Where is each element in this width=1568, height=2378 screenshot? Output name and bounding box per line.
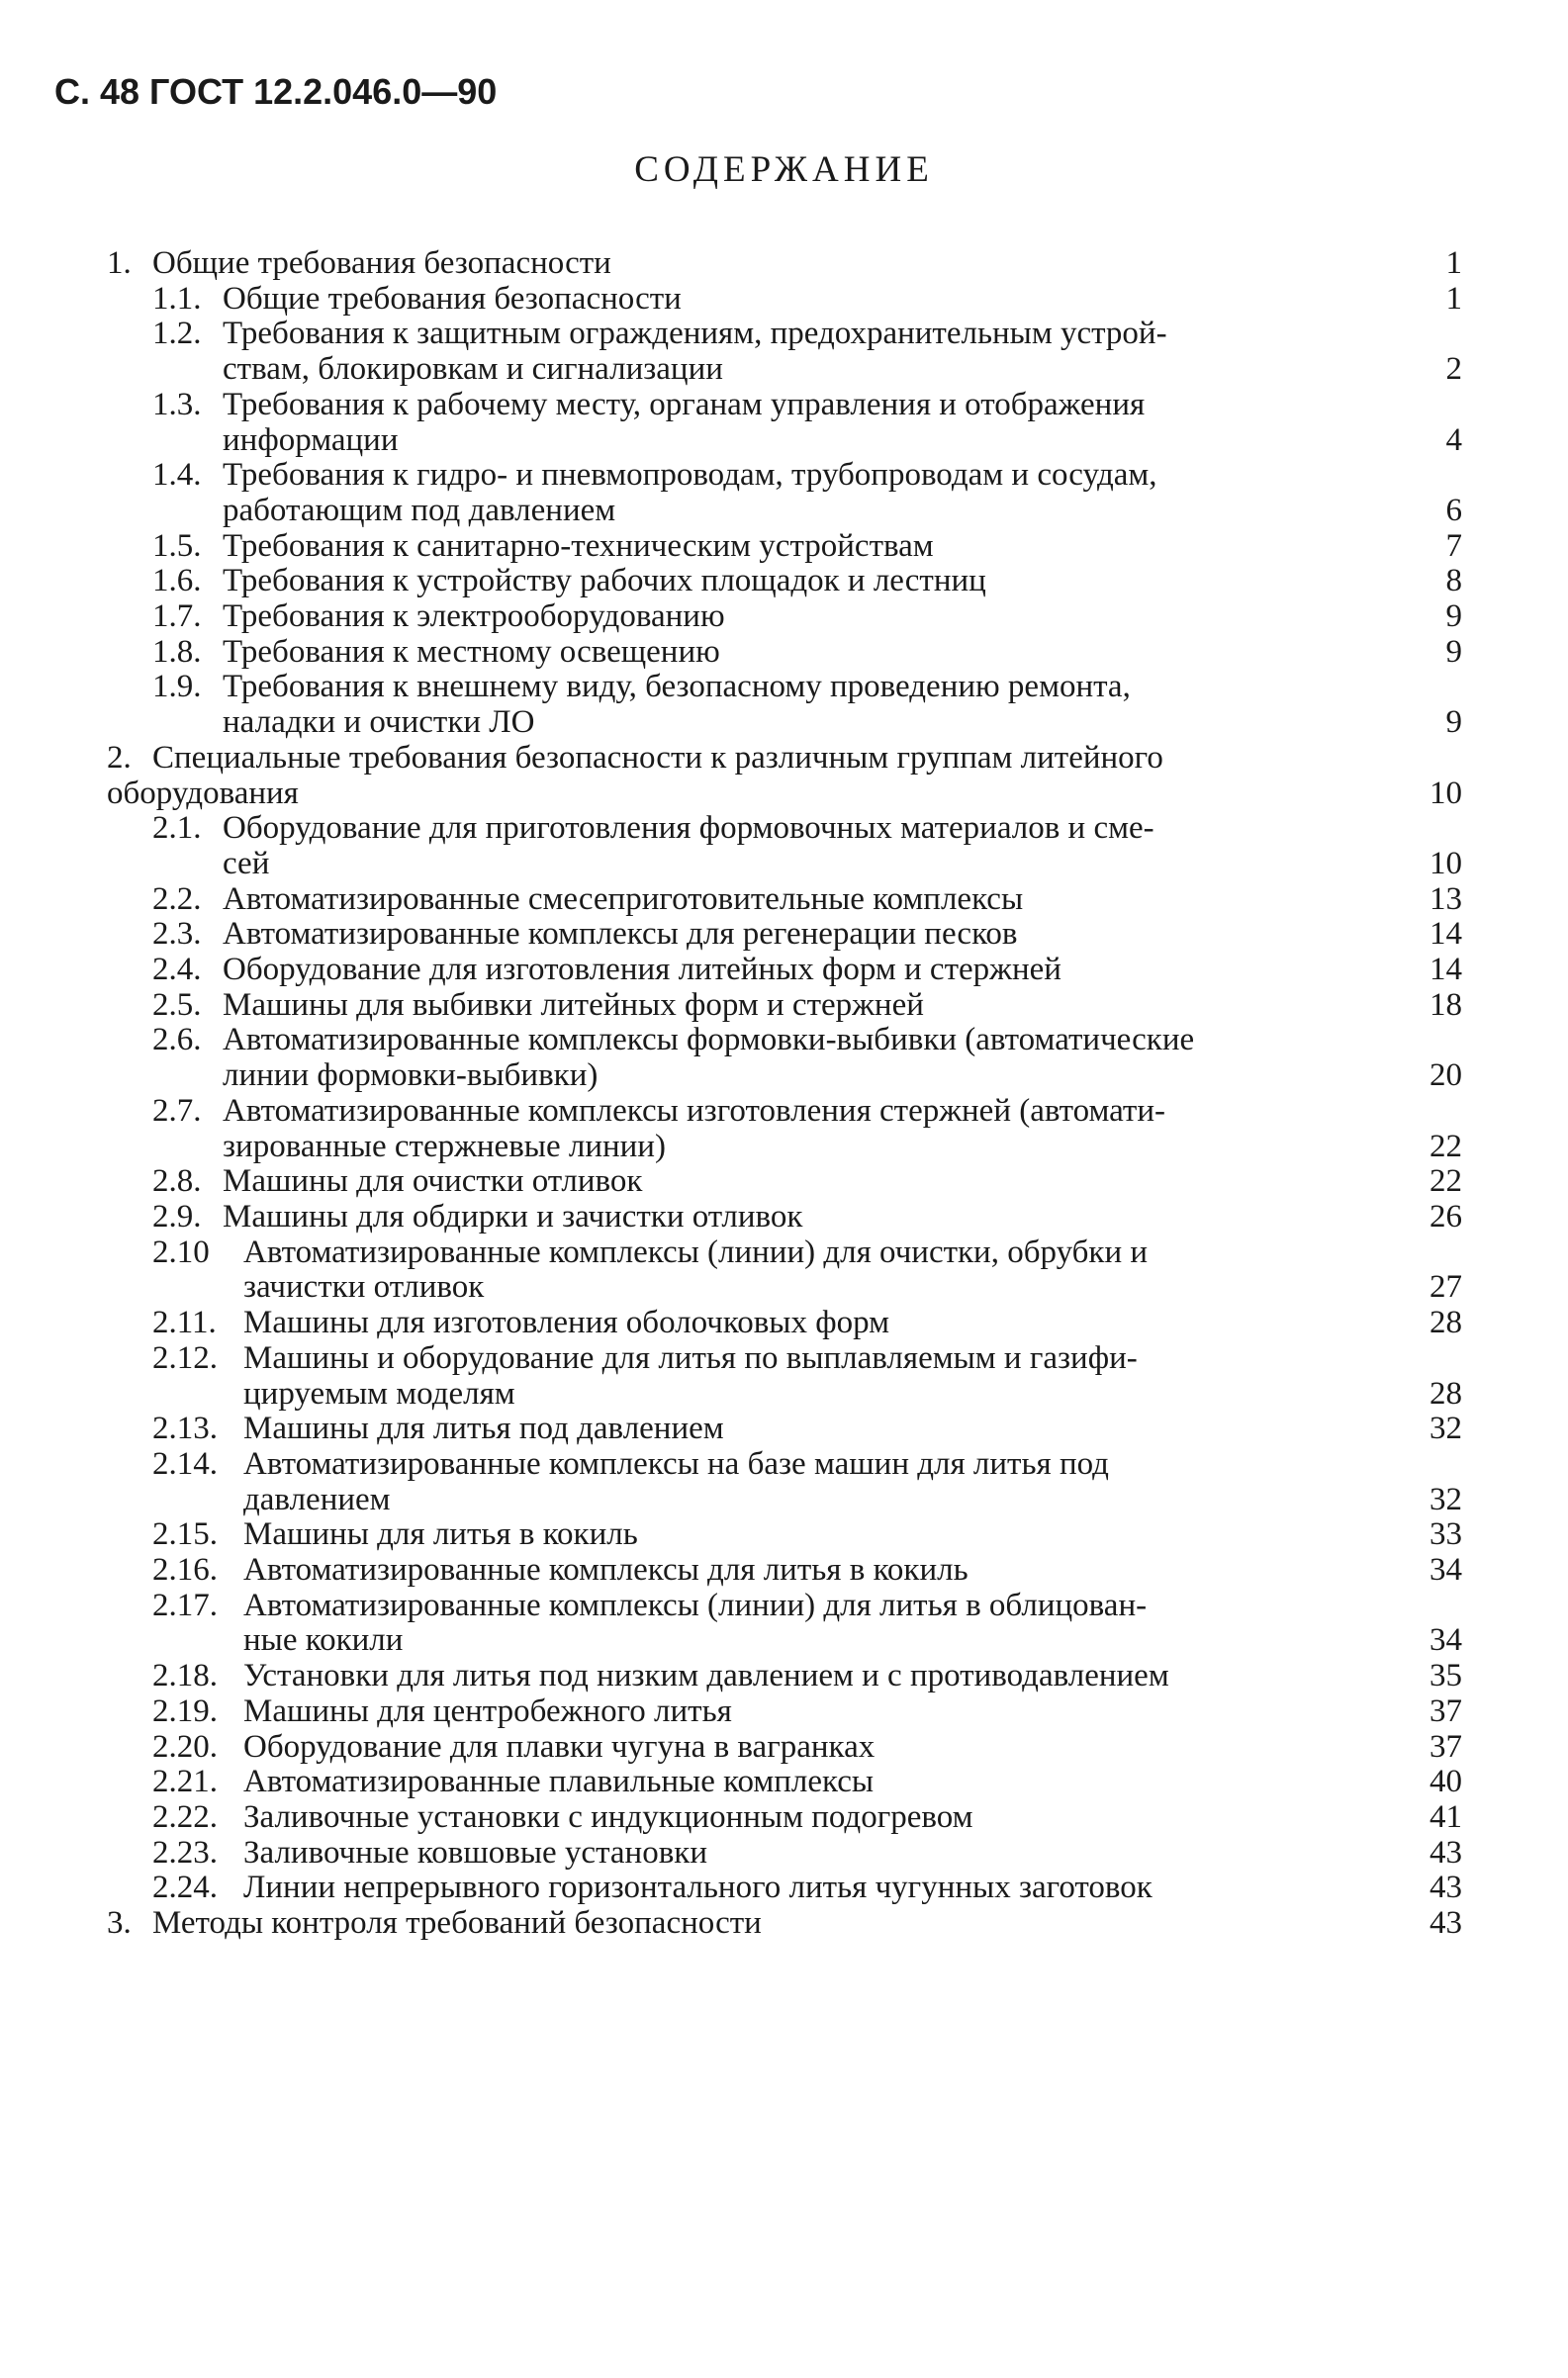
toc-entry-continuation-line: [107, 777, 1462, 812]
toc-entry: [107, 1235, 1462, 1306]
toc-entry: [107, 1517, 1462, 1553]
toc-entry-page-number: 34: [1430, 1552, 1462, 1589]
toc-entry-title: Автоматизированные комплексы на базе машин для литья под: [243, 1445, 1109, 1482]
toc-entry: [107, 1164, 1462, 1200]
toc-entry-page-number: 1: [1445, 245, 1462, 281]
table-of-contents: [107, 246, 1462, 1942]
toc-entry-line: [107, 1659, 1462, 1694]
toc-entry: [107, 317, 1462, 387]
toc-entry-line: [107, 564, 1462, 599]
toc-entry-title: Оборудование для приготовления формовочных материалов и сме-: [223, 810, 1154, 847]
toc-entry-page-number: 28: [1430, 1375, 1462, 1412]
toc-entry-continuation-line: [107, 705, 1462, 741]
toc-entry-page-number: 8: [1445, 563, 1462, 599]
toc-entry-title: Линии непрерывного горизонтального литья чугунных заготовок: [243, 1870, 1153, 1906]
toc-entry-title: Автоматизированные комплексы для регенерации песков: [223, 916, 1018, 953]
toc-entry-title: Требования к защитным ограждениям, предохранительным устрой-: [223, 316, 1167, 352]
toc-entry: [107, 1659, 1462, 1694]
toc-entry-line: [107, 282, 1462, 318]
toc-entry: [107, 670, 1462, 740]
toc-entry: [107, 599, 1462, 635]
toc-entry-page-number: 43: [1430, 1834, 1462, 1871]
toc-entry-page-number: 22: [1430, 1128, 1462, 1164]
toc-entry-page-number: 18: [1430, 986, 1462, 1023]
toc-entry: [107, 1094, 1462, 1164]
toc-entry-title: оборудования: [107, 775, 299, 811]
toc-entry-page-number: 2: [1445, 351, 1462, 388]
toc-entry-title: Автоматизированные комплексы (линии) для очистки, обрубки и: [243, 1234, 1149, 1270]
toc-entry-number: 2.23.: [152, 1834, 218, 1871]
toc-entry-number: 2.15.: [152, 1516, 218, 1553]
toc-entry-line: [107, 388, 1462, 423]
toc-entry-line: [107, 1447, 1462, 1483]
toc-entry-continuation-line: [107, 1377, 1462, 1413]
page-header: С. 48 ГОСТ 12.2.046.0—90: [54, 71, 498, 112]
toc-entry-line: [107, 1906, 1462, 1942]
toc-entry-page-number: 43: [1430, 1870, 1462, 1906]
toc-entry-number: 1.5.: [152, 527, 202, 564]
toc-entry-title: ные кокили: [243, 1622, 404, 1659]
toc-entry-page-number: 10: [1430, 845, 1462, 881]
toc-entry-page-number: 32: [1430, 1481, 1462, 1517]
toc-entry-line: [107, 953, 1462, 988]
toc-entry-continuation-line: [107, 1483, 1462, 1518]
toc-entry-title: Автоматизированные комплексы изготовления стержней (автомати-: [223, 1092, 1166, 1129]
page-title: СОДЕРЖАНИЕ: [634, 149, 934, 190]
toc-entry-number: 1.7.: [152, 598, 202, 635]
toc-entry-title: Требования к устройству рабочих площадок и лестниц: [223, 563, 986, 599]
toc-entry-title: линии формовки-выбивки): [223, 1057, 599, 1094]
toc-entry: [107, 1412, 1462, 1447]
toc-entry-number: 1.6.: [152, 563, 202, 599]
toc-entry-number: 2.5.: [152, 986, 202, 1023]
toc-entry-title: зачистки отливок: [243, 1269, 485, 1306]
toc-entry-continuation-line: [107, 423, 1462, 459]
toc-entry: [107, 882, 1462, 918]
toc-entry-line: [107, 811, 1462, 847]
toc-entry-title: зированные стержневые линии): [223, 1128, 666, 1164]
toc-entry-page-number: 4: [1445, 421, 1462, 458]
toc-entry-title: Машины для изготовления оболочковых форм: [243, 1305, 889, 1341]
toc-entry: [107, 1589, 1462, 1659]
toc-entry-page-number: 20: [1430, 1057, 1462, 1094]
toc-entry-page-number: 33: [1430, 1516, 1462, 1553]
toc-entry-continuation-line: [107, 494, 1462, 529]
toc-entry-continuation-line: [107, 1270, 1462, 1306]
toc-entry-title: информации: [223, 421, 399, 458]
toc-entry-continuation-line: [107, 1058, 1462, 1094]
toc-entry-number: 1.9.: [152, 669, 202, 705]
toc-entry: [107, 282, 1462, 318]
toc-entry-title: Машины для центробежного литья: [243, 1692, 732, 1729]
toc-entry-line: [107, 1023, 1462, 1058]
toc-entry-line: [107, 1765, 1462, 1800]
toc-entry-title: Машины для литья под давлением: [243, 1411, 724, 1447]
toc-entry-title: Методы контроля требований безопасности: [152, 1905, 762, 1942]
toc-entry: [107, 988, 1462, 1024]
toc-entry-title: Общие требования безопасности: [223, 280, 682, 317]
toc-entry-line: [107, 1235, 1462, 1271]
toc-entry-title: Машины для выбивки литейных форм и стержней: [223, 986, 924, 1023]
toc-entry-page-number: 40: [1430, 1764, 1462, 1800]
toc-entry-number: 2.1.: [152, 810, 202, 847]
toc-entry-line: [107, 1553, 1462, 1589]
toc-entry-title: Требования к рабочему месту, органам управления и отображения: [223, 386, 1146, 422]
toc-entry-page-number: 26: [1430, 1198, 1462, 1235]
toc-entry: [107, 458, 1462, 528]
toc-entry-title: Автоматизированные плавильные комплексы: [243, 1764, 875, 1800]
toc-entry-line: [107, 1694, 1462, 1730]
toc-entry-continuation-line: [107, 352, 1462, 388]
toc-entry-page-number: 14: [1430, 952, 1462, 988]
toc-entry-number: 2.24.: [152, 1870, 218, 1906]
toc-entry-page-number: 32: [1430, 1411, 1462, 1447]
toc-entry-title: Установки для литья под низким давлением и с противодавлением: [243, 1658, 1169, 1694]
toc-entry-title: наладки и очистки ЛО: [223, 704, 535, 741]
toc-entry-line: [107, 1164, 1462, 1200]
toc-entry: [107, 1730, 1462, 1766]
toc-entry-line: [107, 741, 1462, 777]
toc-entry-line: [107, 1306, 1462, 1341]
toc-entry-page-number: 41: [1430, 1798, 1462, 1835]
toc-entry-line: [107, 599, 1462, 635]
toc-entry: [107, 1871, 1462, 1906]
toc-entry-line: [107, 529, 1462, 565]
toc-entry-number: 2.20.: [152, 1728, 218, 1765]
toc-entry: [107, 564, 1462, 599]
toc-entry: [107, 1694, 1462, 1730]
toc-entry-title: Машины для литья в кокиль: [243, 1516, 638, 1553]
toc-entry-number: 2.8.: [152, 1163, 202, 1200]
toc-entry: [107, 953, 1462, 988]
toc-entry-page-number: 35: [1430, 1658, 1462, 1694]
toc-entry-continuation-line: [107, 1130, 1462, 1165]
toc-entry-page-number: 9: [1445, 598, 1462, 635]
toc-entry-number: 2.14.: [152, 1445, 218, 1482]
toc-entry-number: 2.7.: [152, 1092, 202, 1129]
toc-entry-line: [107, 1341, 1462, 1377]
toc-entry: [107, 635, 1462, 671]
toc-entry-number: 1.1.: [152, 280, 202, 317]
toc-entry: [107, 388, 1462, 458]
toc-entry-title: ствам, блокировкам и сигнализации: [223, 351, 723, 388]
toc-entry-page-number: 9: [1445, 704, 1462, 741]
toc-entry-line: [107, 1800, 1462, 1836]
toc-entry-title: Машины для очистки отливок: [223, 1163, 643, 1200]
toc-entry-number: 2.11.: [152, 1305, 217, 1341]
toc-entry-line: [107, 1094, 1462, 1130]
toc-entry-title: работающим под давлением: [223, 492, 616, 528]
toc-entry-continuation-line: [107, 1623, 1462, 1659]
toc-entry-number: 2.12.: [152, 1339, 218, 1376]
toc-entry: [107, 1800, 1462, 1836]
toc-entry-number: 2.6.: [152, 1022, 202, 1058]
toc-entry-page-number: 9: [1445, 633, 1462, 670]
toc-entry: [107, 741, 1462, 811]
toc-entry-page-number: 22: [1430, 1163, 1462, 1200]
toc-entry-page-number: 1: [1445, 280, 1462, 317]
toc-entry-title: Автоматизированные смесеприготовительные комплексы: [223, 880, 1024, 917]
toc-entry-page-number: 10: [1430, 775, 1462, 811]
toc-entry-number: 1.2.: [152, 316, 202, 352]
toc-entry-number: 2.16.: [152, 1552, 218, 1589]
toc-entry-title: Автоматизированные комплексы для литья в кокиль: [243, 1552, 968, 1589]
toc-entry-title: Оборудование для изготовления литейных форм и стержней: [223, 952, 1061, 988]
toc-entry-number: 1.8.: [152, 633, 202, 670]
toc-entry: [107, 529, 1462, 565]
toc-entry-page-number: 28: [1430, 1305, 1462, 1341]
toc-entry-line: [107, 246, 1462, 282]
toc-entry-number: 2.: [107, 739, 132, 776]
toc-entry-line: [107, 635, 1462, 671]
toc-entry-title: цируемым моделям: [243, 1375, 515, 1412]
toc-entry: [107, 811, 1462, 881]
toc-entry-title: Общие требования безопасности: [152, 245, 611, 281]
toc-entry-line: [107, 1836, 1462, 1872]
toc-entry-page-number: 37: [1430, 1728, 1462, 1765]
toc-entry-title: Требования к местному освещению: [223, 633, 720, 670]
toc-entry: [107, 1341, 1462, 1412]
toc-entry-page-number: 7: [1445, 527, 1462, 564]
toc-entry-title: сей: [223, 845, 270, 881]
toc-entry-title: Машины и оборудование для литья по выплавляемым и газифи-: [243, 1339, 1138, 1376]
toc-entry: [107, 1200, 1462, 1235]
toc-entry-page-number: 13: [1430, 880, 1462, 917]
toc-entry-number: 2.21.: [152, 1764, 218, 1800]
toc-entry-line: [107, 670, 1462, 705]
toc-entry: [107, 1765, 1462, 1800]
toc-entry-line: [107, 1412, 1462, 1447]
toc-entry-title: Специальные требования безопасности к различным группам литейного: [152, 739, 1163, 776]
toc-entry-title: Заливочные установки с индукционным подогревом: [243, 1798, 973, 1835]
toc-entry-number: 2.17.: [152, 1587, 218, 1623]
toc-entry-line: [107, 458, 1462, 494]
toc-entry-page-number: 14: [1430, 916, 1462, 953]
toc-entry-title: Требования к внешнему виду, безопасному проведению ремонта,: [223, 669, 1131, 705]
toc-entry-title: Автоматизированные комплексы формовки-выбивки (автоматические: [223, 1022, 1195, 1058]
toc-entry: [107, 1023, 1462, 1093]
toc-entry-line: [107, 1871, 1462, 1906]
toc-entry-line: [107, 988, 1462, 1024]
toc-entry: [107, 1447, 1462, 1517]
toc-entry-title: Автоматизированные комплексы (линии) для литья в облицован-: [243, 1587, 1148, 1623]
toc-entry-line: [107, 917, 1462, 953]
toc-entry-title: Машины для обдирки и зачистки отливок: [223, 1198, 803, 1235]
toc-entry-page-number: 43: [1430, 1905, 1462, 1942]
toc-entry-number: 2.2.: [152, 880, 202, 917]
toc-entry-line: [107, 317, 1462, 352]
toc-entry-number: 1.3.: [152, 386, 202, 422]
toc-entry-title: Требования к гидро- и пневмопроводам, трубопроводам и сосудам,: [223, 457, 1157, 494]
toc-entry-number: 2.18.: [152, 1658, 218, 1694]
toc-entry-line: [107, 1730, 1462, 1766]
toc-entry-title: Заливочные ковшовые установки: [243, 1834, 707, 1871]
toc-entry-title: давлением: [243, 1481, 391, 1517]
toc-entry-line: [107, 1200, 1462, 1235]
toc-entry: [107, 917, 1462, 953]
toc-entry-number: 3.: [107, 1905, 132, 1942]
toc-entry-line: [107, 1589, 1462, 1624]
toc-entry-title: Требования к электрооборудованию: [223, 598, 725, 635]
toc-entry-number: 2.19.: [152, 1692, 218, 1729]
toc-entry-page-number: 34: [1430, 1622, 1462, 1659]
toc-entry: [107, 1836, 1462, 1872]
toc-entry: [107, 246, 1462, 282]
toc-entry-title: Оборудование для плавки чугуна в вагранках: [243, 1728, 876, 1765]
toc-entry-page-number: 37: [1430, 1692, 1462, 1729]
toc-entry-number: 2.22.: [152, 1798, 218, 1835]
toc-entry-continuation-line: [107, 847, 1462, 882]
toc-entry: [107, 1553, 1462, 1589]
toc-entry-number: 1.: [107, 245, 132, 281]
toc-entry: [107, 1306, 1462, 1341]
toc-entry: [107, 1906, 1462, 1942]
toc-entry-page-number: 27: [1430, 1269, 1462, 1306]
toc-entry-number: 2.13.: [152, 1411, 218, 1447]
toc-entry-number: 2.10: [152, 1234, 210, 1270]
toc-entry-page-number: 6: [1445, 492, 1462, 528]
toc-entry-line: [107, 1517, 1462, 1553]
toc-entry-number: 2.3.: [152, 916, 202, 953]
toc-entry-number: 2.9.: [152, 1198, 202, 1235]
toc-entry-number: 2.4.: [152, 952, 202, 988]
toc-entry-title: Требования к санитарно-техническим устройствам: [223, 527, 934, 564]
toc-entry-number: 1.4.: [152, 457, 202, 494]
toc-entry-line: [107, 882, 1462, 918]
